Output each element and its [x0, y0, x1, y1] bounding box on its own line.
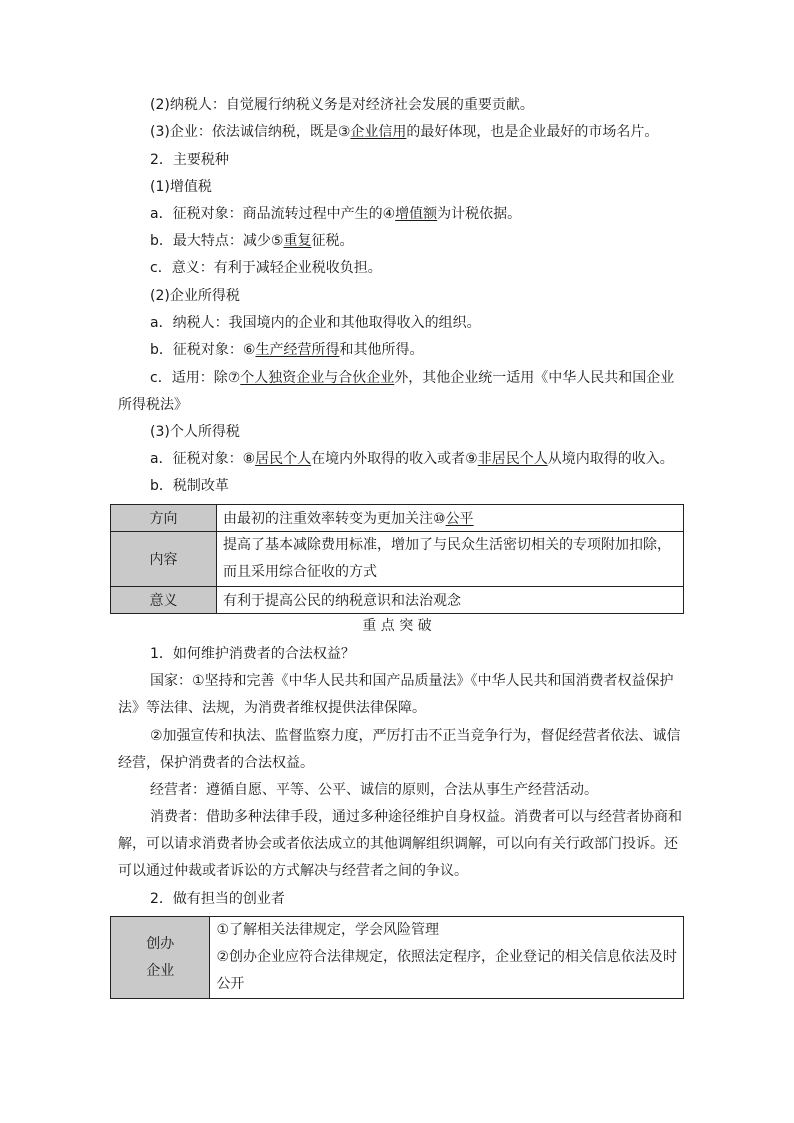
- startup-head: 创办 企业: [111, 917, 210, 999]
- vat-item-c: c．意义：有利于减轻企业税收负担。: [150, 260, 382, 276]
- blank-answer: 公平: [445, 511, 474, 527]
- reform-content-text: 提高了基本减除费用标准，增加了与民众生活密切相关的专项附加扣除， 而且采用综合征收的方式: [217, 532, 684, 587]
- cit-item-c-continued: 所得税法》: [118, 397, 188, 413]
- reform-direction-text: 由最初的注重效率转变为更加关注⑩公平: [217, 505, 684, 532]
- consumer-paragraph-line1: 消费者：借助多种法律手段，通过多种途径维护自身权益。消费者可以与经营者协商和: [150, 809, 682, 825]
- cit-title: (2)企业所得税: [150, 288, 240, 304]
- section-heading: 2．主要税种: [150, 152, 229, 168]
- state-measure-line2: 经营，保护消费者的合法权益。: [118, 755, 314, 771]
- reform-direction-head: 方向: [111, 505, 217, 532]
- cit-item-c: c．适用：除⑦个人独资企业与合伙企业外，其他企业统一适用《中华人民共和国企业: [150, 370, 675, 386]
- reform-significance-head: 意义: [111, 587, 217, 614]
- blank-answer: 生产经营所得: [255, 342, 340, 358]
- blank-answer: 企业信用: [350, 124, 407, 140]
- state-paragraph-line2: 法》等法律、法规，为消费者维权提供法律保障。: [118, 700, 426, 716]
- cit-item-a: a．纳税人：我国境内的企业和其他取得收入的组织。: [150, 315, 481, 331]
- reform-content-head: 内容: [111, 532, 217, 587]
- blank-answer: 增值额: [395, 206, 438, 222]
- vat-item-a: a．征税对象：商品流转过程中产生的④增值额为计税依据。: [150, 206, 522, 222]
- table-row: [111, 917, 684, 999]
- key-points-title: 重 点 突 破: [362, 618, 432, 634]
- state-measure-line1: ②加强宣传和执法、监督监察力度，严厉打击不正当竞争行为，督促经营者依法、诚信: [150, 728, 681, 744]
- blank-answer: 个人独资企业与合伙企业: [240, 370, 395, 386]
- state-paragraph-line1: 国家：①坚持和完善《中华人民共和国产品质量法》《中华人民共和国消费者权益保护: [150, 673, 674, 689]
- reform-table: [110, 504, 684, 614]
- startup-content: ①了解相关法律规定，学会风险管理 ②创办企业应符合法律规定，依照法定程序，企业登记的相关信息依法及时 公开: [210, 917, 684, 999]
- iit-item-b: b．税制改革: [150, 478, 229, 494]
- vat-item-b: b．最大特点：减少⑤重复征税。: [150, 233, 354, 249]
- table-row: [111, 587, 684, 614]
- operator-paragraph: 经营者：遵循自愿、平等、公平、诚信的原则，合法从事生产经营活动。: [150, 782, 598, 798]
- iit-title: (3)个人所得税: [150, 424, 240, 440]
- reform-significance-text: 有利于提高公民的纳税意识和法治观念: [217, 587, 684, 614]
- consumer-paragraph-line3: 可以通过仲裁或者诉讼的方式解决与经营者之间的争议。: [118, 863, 468, 879]
- table-row: [111, 505, 684, 532]
- question-1: 1．如何维护消费者的合法权益？: [150, 646, 355, 662]
- enterprise-paragraph: (3)企业：依法诚信纳税，既是③企业信用的最好体现，也是企业最好的市场名片。: [150, 124, 659, 140]
- blank-answer: 重复: [283, 233, 312, 249]
- blank-answer: 非居民个人: [477, 451, 548, 467]
- startup-table: [110, 916, 684, 999]
- cit-item-b: b．征税对象：⑥生产经营所得和其他所得。: [150, 342, 424, 358]
- vat-title: (1)增值税: [150, 179, 212, 195]
- table-row: [111, 532, 684, 587]
- consumer-paragraph-line2: 解，可以请求消费者协会或者依法成立的其他调解组织调解，可以向有关行政部门投诉。还: [118, 836, 678, 852]
- taxpayer-paragraph: (2)纳税人：自觉履行纳税义务是对经济社会发展的重要贡献。: [150, 97, 534, 113]
- blank-answer: 居民个人: [255, 451, 312, 467]
- question-2: 2．做有担当的创业者: [150, 891, 285, 907]
- iit-item-a: a．征税对象：⑧居民个人在境内外取得的收入或者⑨非居民个人从境内取得的收入。: [150, 451, 674, 467]
